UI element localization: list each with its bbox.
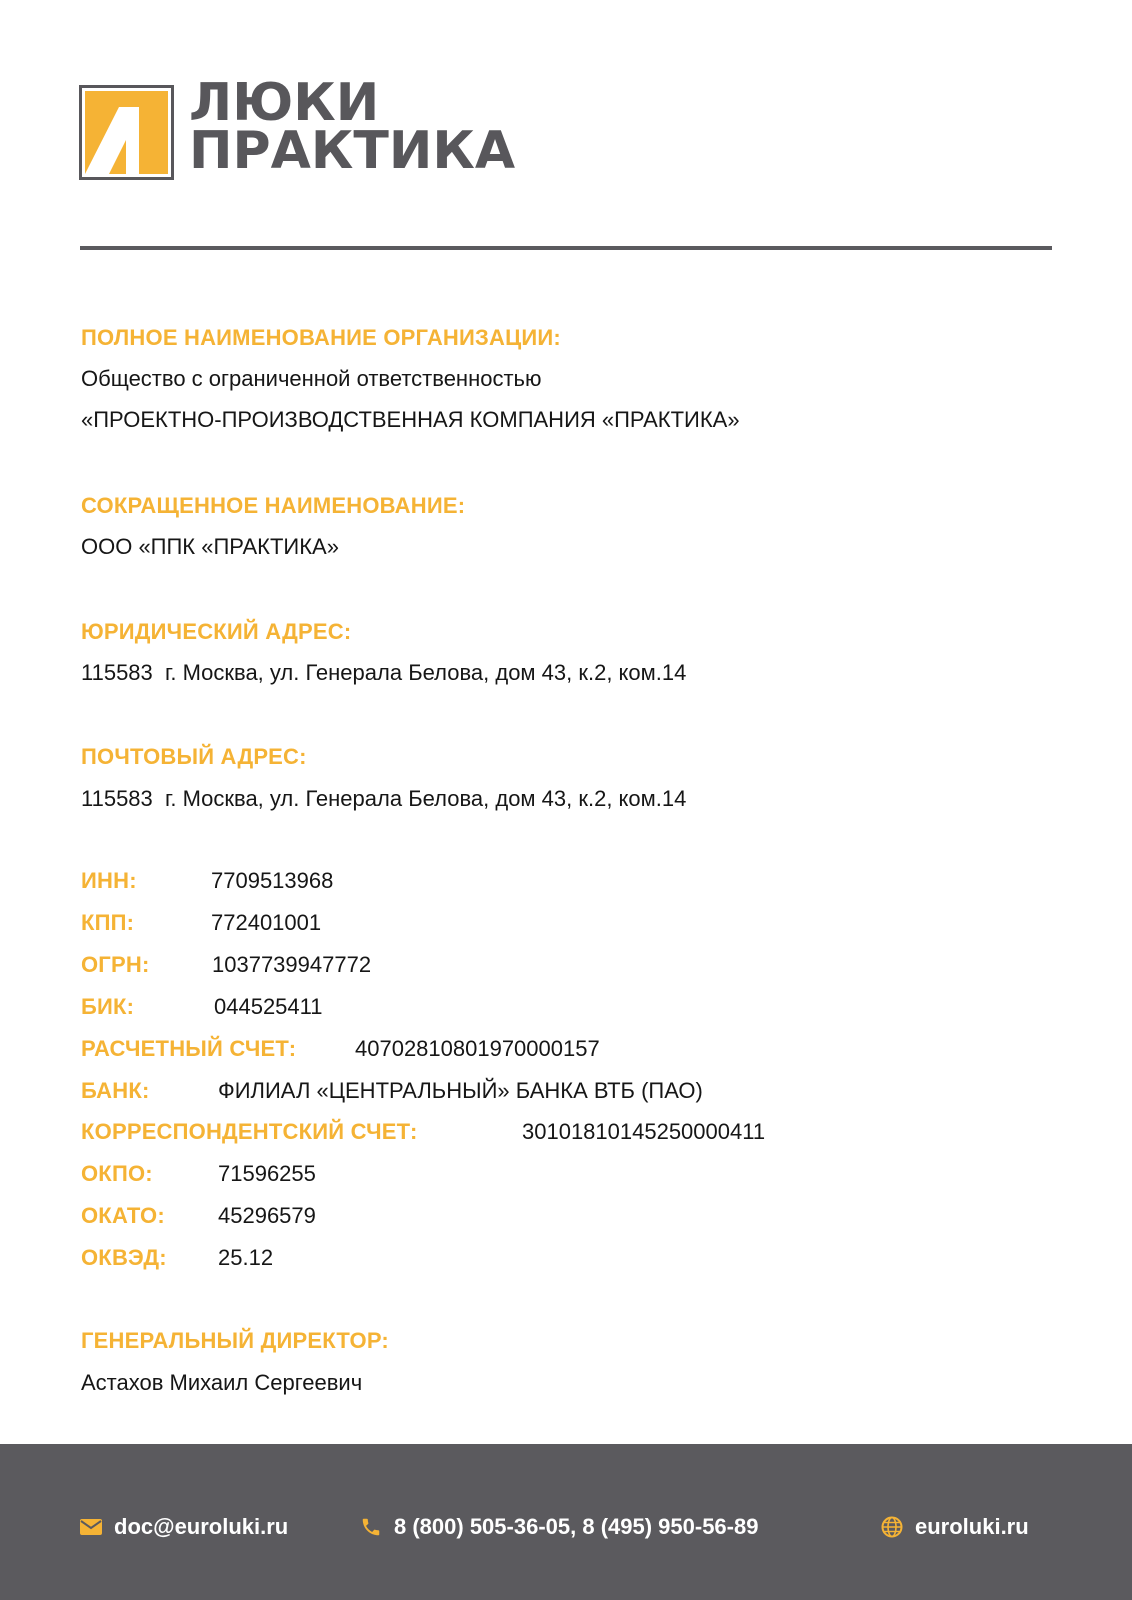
- short-name-label: СОКРАЩЕННОЕ НАИМЕНОВАНИЕ:: [81, 493, 466, 518]
- postal-address-label: ПОЧТОВЫЙ АДРЕС:: [81, 744, 307, 769]
- footer-phones-text: 8 (800) 505-36-05, 8 (495) 950-56-89: [394, 1514, 759, 1539]
- footer-email[interactable]: [80, 1512, 288, 1542]
- postal-address-value: 115583 г. Москва, ул. Генерала Белова, дом 43, к.2, ком.14: [81, 786, 687, 811]
- bank-value: ФИЛИАЛ «ЦЕНТРАЛЬНЫЙ» БАНКА ВТБ (ПАО): [218, 1078, 703, 1103]
- ogrn-value: 1037739947772: [212, 952, 372, 977]
- full-name-line-1: Общество с ограниченной ответственностью: [81, 366, 542, 391]
- ogrn-label: ОГРН:: [81, 952, 150, 977]
- legal-address-value: 115583 г. Москва, ул. Генерала Белова, дом 43, к.2, ком.14: [81, 660, 687, 685]
- footer-bar: [0, 1444, 1132, 1600]
- footer-phones[interactable]: [360, 1512, 758, 1542]
- inn-value: 7709513968: [211, 868, 334, 893]
- okpo-label: ОКПО:: [81, 1161, 153, 1186]
- full-name-line-2: «ПРОЕКТНО-ПРОИЗВОДСТВЕННАЯ КОМПАНИЯ «ПРАКТИКА»: [81, 407, 740, 432]
- logo-wordmark: [189, 73, 516, 181]
- header-divider: [80, 246, 1052, 250]
- kpp-label: КПП:: [81, 910, 135, 935]
- company-logo: [79, 73, 516, 181]
- inn-label: ИНН:: [81, 868, 137, 893]
- globe-icon: [881, 1516, 903, 1538]
- okpo-value: 71596255: [218, 1161, 316, 1186]
- account-label: РАСЧЕТНЫЙ СЧЕТ:: [81, 1036, 297, 1061]
- short-name-value: ООО «ППК «ПРАКТИКА»: [81, 534, 339, 559]
- okved-label: ОКВЭД:: [81, 1245, 167, 1270]
- director-value: Астахов Михаил Сергеевич: [81, 1370, 363, 1395]
- bik-value: 044525411: [214, 994, 323, 1019]
- mail-icon: [80, 1518, 102, 1536]
- corr-account-value: 30101810145250000411: [522, 1119, 766, 1144]
- okato-label: ОКАТО:: [81, 1203, 165, 1228]
- footer-site-text: euroluki.ru: [915, 1514, 1029, 1539]
- okved-value: 25.12: [218, 1245, 274, 1270]
- footer-email-text: doc@euroluki.ru: [114, 1514, 289, 1539]
- phone-icon: [360, 1516, 382, 1538]
- legal-address-label: ЮРИДИЧЕСКИЙ АДРЕС:: [81, 619, 352, 644]
- account-value: 40702810801970000157: [355, 1036, 600, 1061]
- bik-label: БИК:: [81, 994, 135, 1019]
- director-label: ГЕНЕРАЛЬНЫЙ ДИРЕКТОР:: [81, 1328, 389, 1353]
- logo-line-1: ЛЮКИ: [189, 73, 380, 133]
- kpp-value: 772401001: [211, 910, 322, 935]
- logo-mark-icon: [79, 85, 174, 180]
- bank-label: БАНК:: [81, 1078, 150, 1103]
- okato-value: 45296579: [218, 1203, 316, 1228]
- logo-line-2: ПРАКТИКА: [189, 121, 516, 181]
- full-name-label: ПОЛНОЕ НАИМЕНОВАНИЕ ОРГАНИЗАЦИИ:: [81, 325, 561, 350]
- corr-account-label: КОРРЕСПОНДЕНТСКИЙ СЧЕТ:: [81, 1119, 418, 1144]
- footer-site[interactable]: [881, 1512, 1029, 1542]
